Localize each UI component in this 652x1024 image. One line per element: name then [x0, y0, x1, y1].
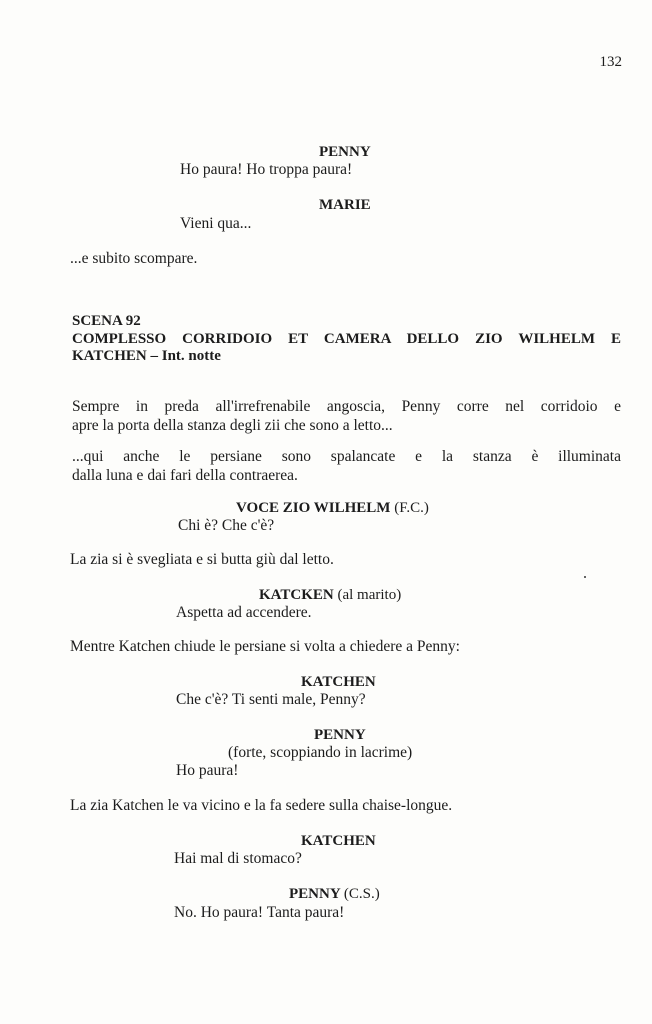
character-name: KATCHEN	[301, 674, 376, 690]
dialogue-line: Aspetta ad accendere.	[176, 604, 312, 621]
character-cue	[259, 587, 401, 604]
parenthetical: (forte, scoppiando in lacrime)	[228, 744, 413, 761]
dialogue-line: Ho paura! Ho troppa paura!	[180, 161, 353, 178]
character-extension: (al marito)	[337, 587, 402, 603]
character-name: PENNY	[319, 144, 371, 160]
action-line: La zia Katchen le va vicino e la fa sedere sulla chaise-longue.	[70, 797, 453, 814]
action-line: La zia si è svegliata e si butta giù dal letto.	[70, 551, 334, 568]
action-line: Mentre Katchen chiude le persiane si volta a chiedere a Penny:	[70, 638, 460, 655]
action-line: dalla luna e dai fari della contraerea.	[72, 467, 298, 484]
action-line: ...qui anche le persiane sono spalancate e la stanza è illuminata	[72, 448, 621, 465]
character-cue	[236, 500, 429, 517]
dialogue-line: Ho paura!	[176, 762, 239, 779]
character-name: PENNY	[314, 727, 366, 743]
scene-number: SCENA 92	[72, 313, 141, 329]
character-name: KATCHEN	[301, 833, 376, 849]
character-extension: (C.S.)	[343, 886, 380, 902]
dialogue-line: Hai mal di stomaco?	[174, 850, 302, 867]
dialogue-line: Vieni qua...	[180, 215, 252, 232]
scene-heading-line: COMPLESSO CORRIDOIO ET CAMERA DELLO ZIO WILHELM E	[72, 331, 621, 347]
action-line: apre la porta della stanza degli zii che sono a letto...	[72, 417, 393, 434]
character-name: VOCE ZIO WILHELM	[236, 500, 391, 516]
character-name: KATCKEN	[259, 587, 334, 603]
action-line: ...e subito scompare.	[70, 250, 198, 267]
scene-heading-line: KATCHEN – Int. notte	[72, 348, 221, 364]
dialogue-line: Che c'è? Ti senti male, Penny?	[176, 691, 366, 708]
dialogue-line: No. Ho paura! Tanta paura!	[174, 904, 345, 921]
character-name: MARIE	[319, 197, 371, 213]
page-number: 132	[599, 54, 622, 70]
action-line: Sempre in preda all'irrefrenabile angoscia, Penny corre nel corridoio e	[72, 398, 621, 415]
scene-heading	[72, 331, 621, 348]
action-paragraph	[72, 397, 621, 435]
character-name: PENNY	[289, 886, 341, 902]
action-paragraph	[72, 447, 621, 485]
character-extension: (F.C.)	[394, 500, 429, 516]
character-cue	[289, 886, 380, 903]
ink-speck	[584, 576, 586, 578]
dialogue-line: Chi è? Che c'è?	[178, 517, 275, 534]
